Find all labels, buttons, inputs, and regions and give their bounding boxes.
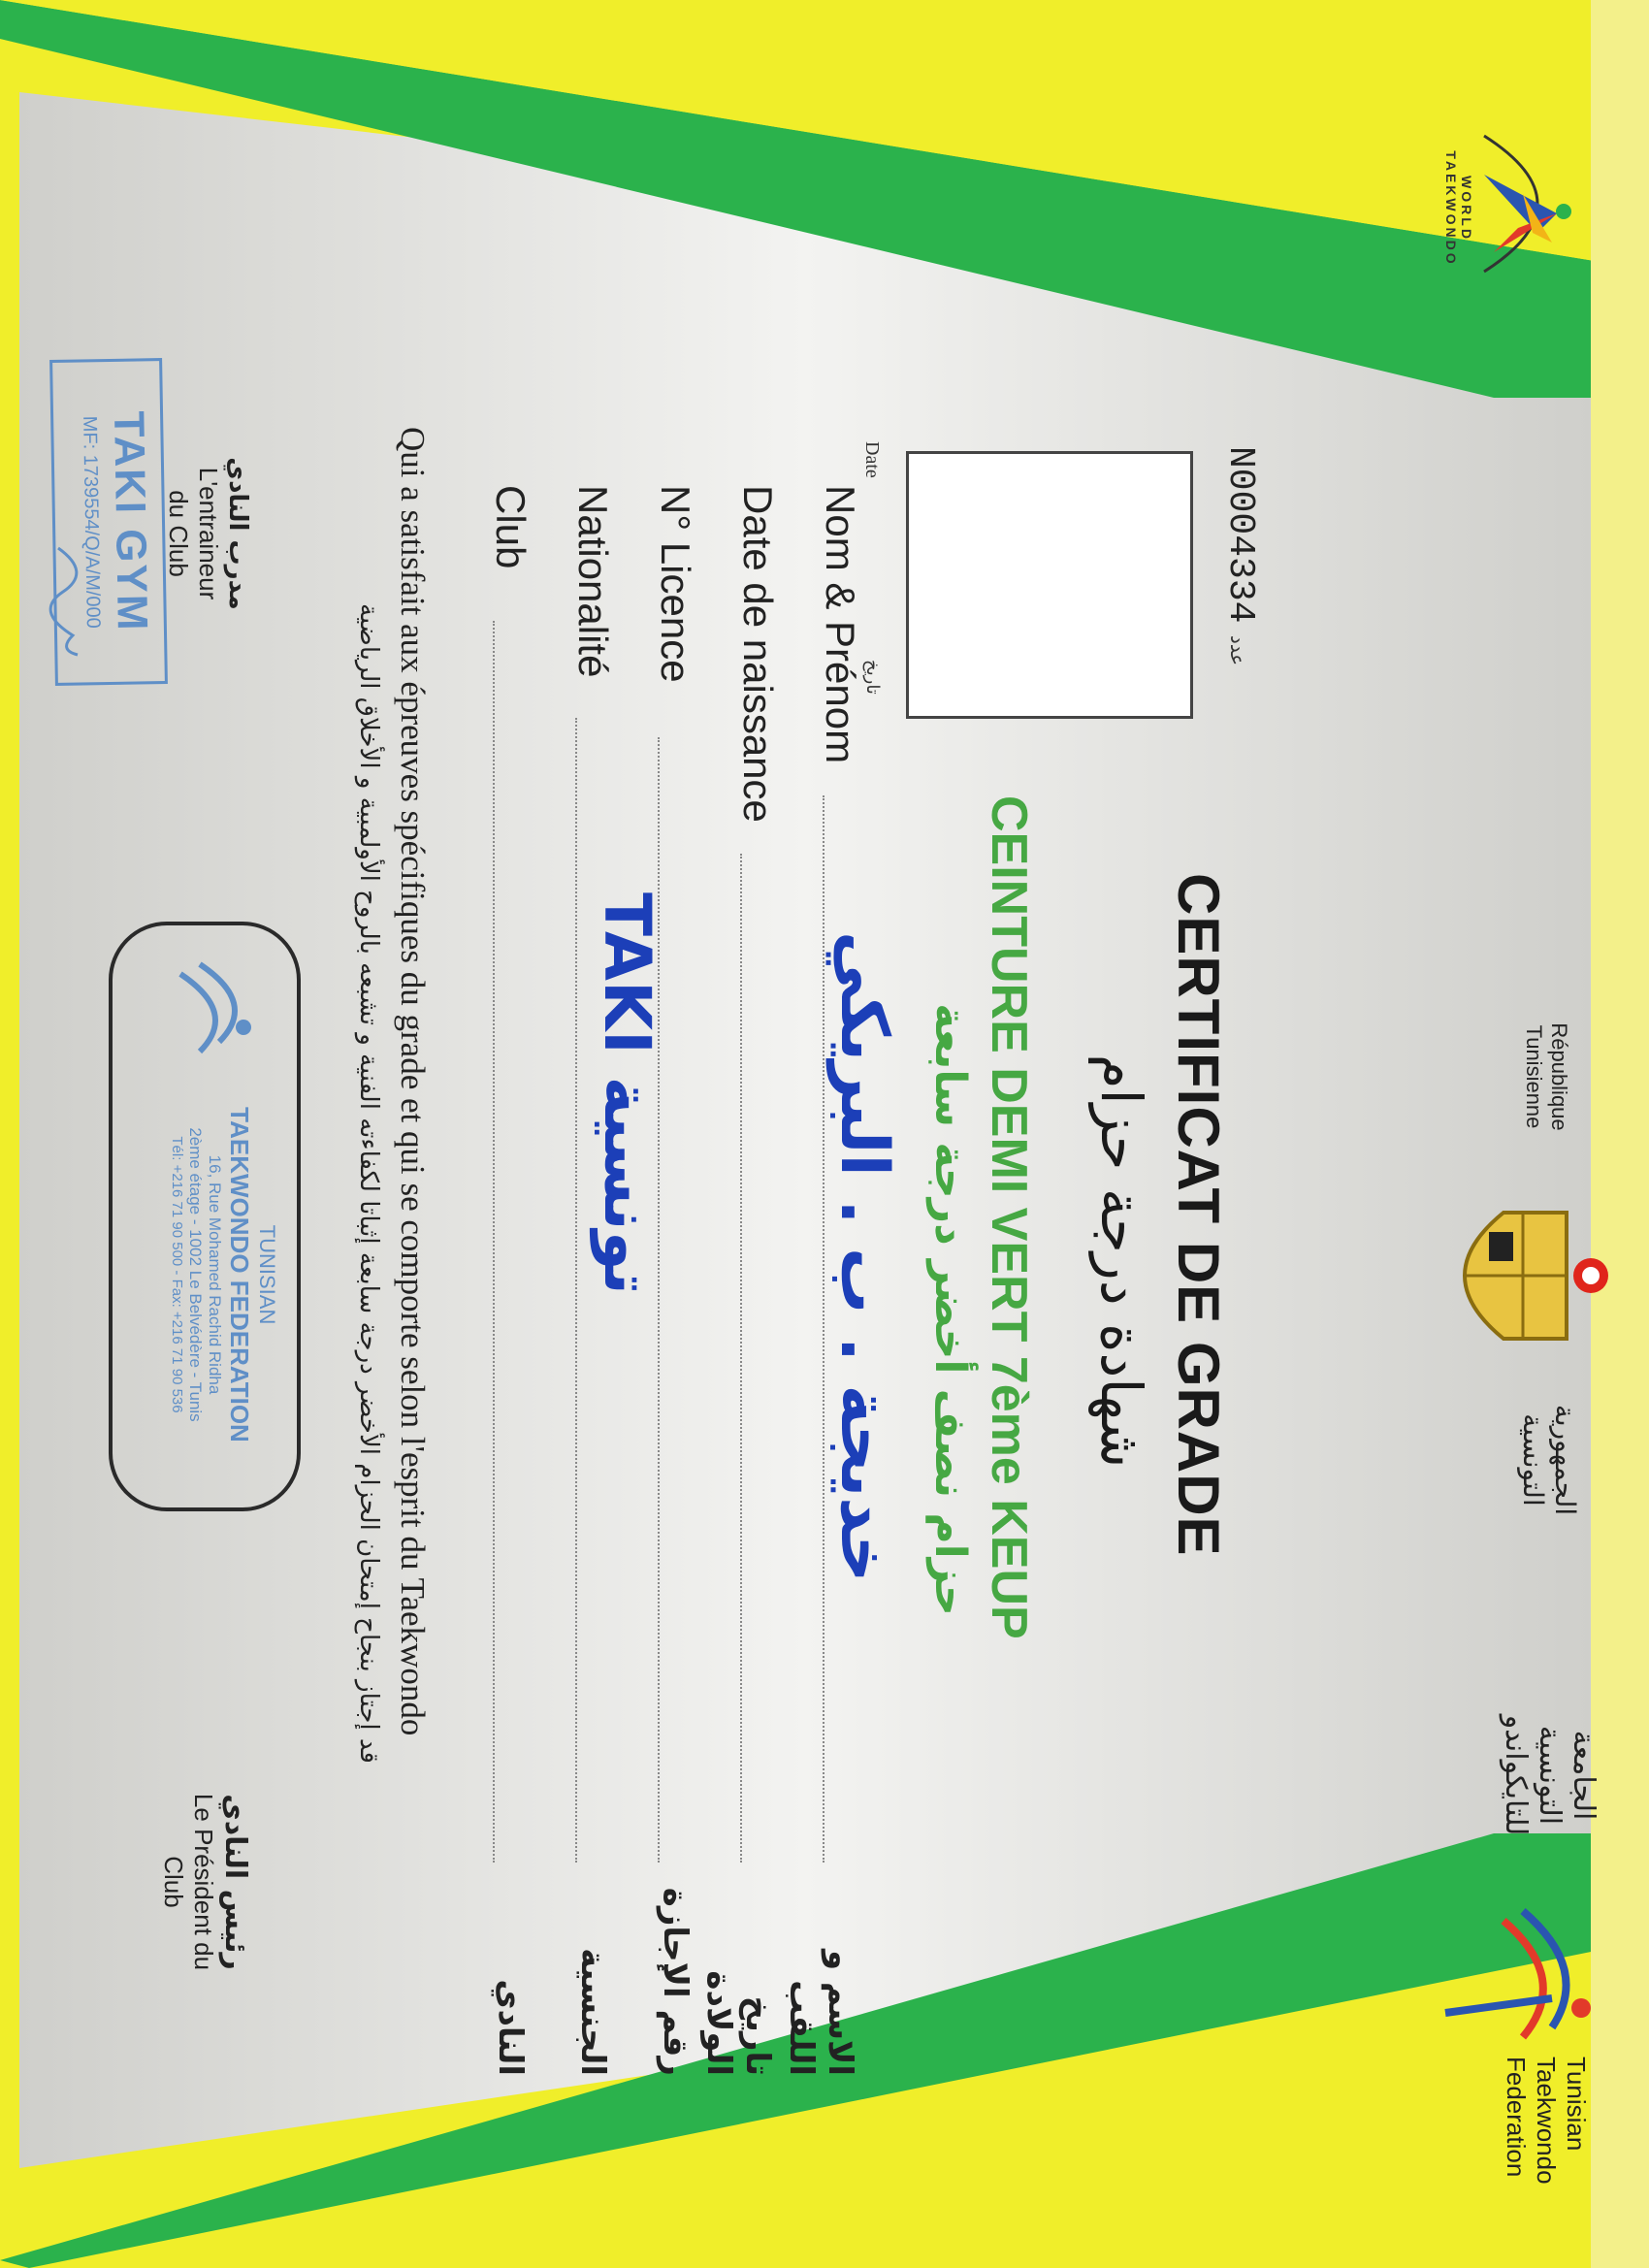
- field-club-label: Club: [488, 485, 534, 569]
- republique-ar-line2: التونسية: [1517, 1413, 1549, 1507]
- photo-box: [906, 451, 1193, 719]
- federation-ar-line1: الجامعة: [1567, 1730, 1600, 1821]
- field-nationalite-label: Nationalité: [570, 485, 616, 678]
- field-date-naissance-label-ar: تاريخ الولادة: [699, 1970, 777, 2076]
- coach-label-ar: مدرب النادي: [223, 457, 252, 610]
- president-signature-block: [158, 1766, 252, 1998]
- statement-ar: قد إجتاز بنجاح إمتحان الحزام الأخضر درجة سابعة إثباتا لكفاءته الفنية و تشبعه بالروح الأولمبية و الأخلاق الرياضية: [354, 603, 383, 1764]
- federation-en-line3: Federation: [1502, 2057, 1531, 2178]
- coat-of-arms-icon: [1426, 1183, 1620, 1368]
- field-nom-prenom-label-ar: الاسم و اللقب: [782, 1949, 859, 2076]
- world-taekwondo-logo: [1445, 107, 1610, 301]
- republique-ar-line1: الجمهورية: [1549, 1404, 1581, 1516]
- grade-fr: CEINTURE DEMI VERT 7ème KEUP: [981, 795, 1037, 1639]
- federation-en-line2: Taekwondo: [1532, 2057, 1561, 2185]
- field-nationalite-line: [575, 718, 577, 1863]
- president-label-ar: رئيس النادي: [218, 1794, 252, 1970]
- club-stamp-line1: TAKI GYM: [105, 410, 156, 632]
- certificate-title-fr: CERTIFICAT DE GRADE: [1166, 873, 1231, 1557]
- grade-ar: حزام نصف أخضر درجة سابعة: [925, 1003, 975, 1616]
- republique-ar: [1517, 1387, 1581, 1533]
- field-licence-label: N° Licence: [653, 485, 698, 683]
- certificate-number-value: N0004334: [1219, 446, 1261, 624]
- republique-line2: Tunisienne: [1522, 1024, 1546, 1129]
- club-stamp-line2: MF: 1739554/Q/A/M/000: [79, 415, 104, 629]
- tunisian-taekwondo-federation-logo: [1436, 1892, 1610, 2047]
- field-nom-prenom: [782, 485, 902, 2173]
- coach-label-line1: L'entraineur: [194, 467, 223, 600]
- certificate-number: [1219, 446, 1261, 757]
- tunisia-coat-of-arms: [1426, 1183, 1620, 1368]
- field-date-naissance-line: [740, 854, 742, 1863]
- republique-line1: République: [1547, 1022, 1571, 1131]
- coach-label-line2: du Club: [164, 490, 193, 577]
- certificate-number-label: عدد: [1226, 634, 1249, 666]
- field-date-naissance: [699, 485, 791, 2173]
- federation-stamp-line4: 2ème étage - 1002 Le Belvédère - Tunis: [186, 1127, 205, 1422]
- republique-fr: [1521, 989, 1571, 1164]
- photo-date-label: Date: [861, 441, 883, 478]
- field-club: [466, 485, 543, 2173]
- federation-ar-line3: للتايكواندو: [1499, 1714, 1533, 1836]
- photo-date-label-ar: تاريخ: [862, 660, 883, 695]
- field-nom-prenom-value: خديجة . ب . البريكي: [825, 931, 902, 1583]
- president-label-line1: Le Président du: [189, 1793, 218, 1971]
- federation-ar: [1499, 1669, 1600, 1882]
- federation-stamp-icon: [142, 945, 268, 1061]
- federation-logo-icon: [1436, 1892, 1610, 2047]
- field-nationalite-value: TAKI تونسية: [590, 892, 664, 1295]
- certificate-title-ar: شهادة درجة حزام: [1088, 1053, 1154, 1469]
- federation-stamp-line3: 16, Rue Mohamed Rachid Ridha: [206, 1154, 224, 1395]
- field-licence: [630, 485, 708, 2173]
- field-licence-label-ar: رقم الإجازة: [656, 1887, 695, 2076]
- world-taekwondo-text: WORLD TAEKWONDO: [1443, 150, 1474, 267]
- federation-stamp: [109, 922, 301, 1511]
- coach-signature-scribble: [39, 543, 97, 660]
- federation-en: [1501, 2057, 1591, 2212]
- field-nom-prenom-line: [823, 795, 824, 1863]
- federation-stamp-line1: TUNISIAN: [255, 1224, 279, 1325]
- coach-signature-block: [163, 407, 252, 660]
- federation-stamp-line5: Tél: +216 71 90 500 - Fax: +216 71 90 536: [169, 1136, 185, 1413]
- field-club-line: [493, 621, 495, 1863]
- field-nationalite-label-ar: الجنسية: [573, 1948, 612, 2076]
- field-club-label-ar: النادي: [491, 1979, 530, 2076]
- president-label-line2: Club: [159, 1856, 188, 1908]
- field-nom-prenom-label: Nom & Prénom: [818, 485, 863, 764]
- federation-ar-line2: التونسية: [1533, 1725, 1567, 1826]
- federation-stamp-line2: TAEKWONDO FEDERATION: [225, 1107, 254, 1442]
- statement-fr: Qui a satisfait aux épreuves spécifiques du grade et qui se comporte selon l'esprit du Taekwondo: [394, 427, 432, 1736]
- federation-en-line1: Tunisian: [1562, 2057, 1591, 2152]
- field-date-naissance-label: Date de naissance: [735, 485, 781, 823]
- field-nationalite: [548, 485, 664, 2173]
- federation-stamp-text: [169, 1061, 279, 1488]
